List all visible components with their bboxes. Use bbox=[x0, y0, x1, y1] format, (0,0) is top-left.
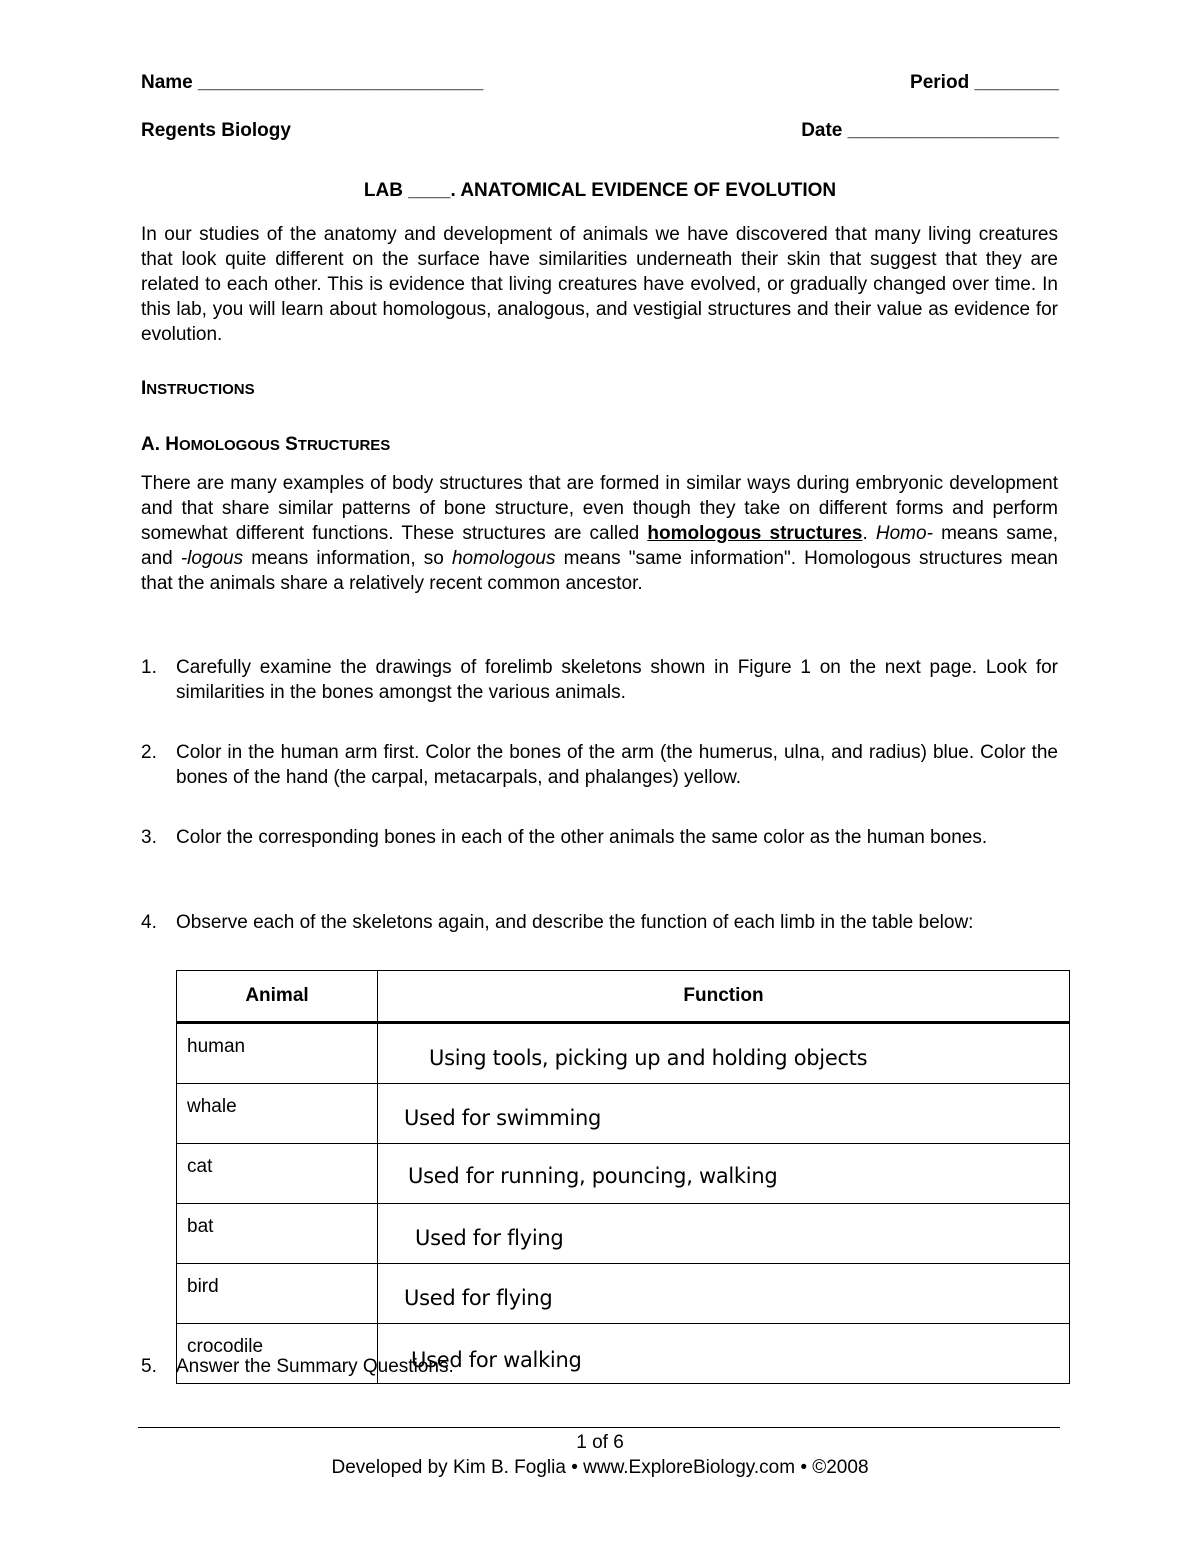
date-label: Date bbox=[801, 120, 843, 141]
function-cell[interactable] bbox=[378, 1023, 1070, 1084]
table-header-row bbox=[177, 971, 1070, 1023]
animal-column-header: Animal bbox=[177, 971, 378, 1023]
table-row bbox=[177, 1144, 1070, 1204]
step-number: 5. bbox=[141, 1356, 157, 1377]
section-a-heading-rest2: TRUCTURES bbox=[297, 437, 391, 454]
footer-divider bbox=[138, 1427, 1060, 1428]
step-number: 3. bbox=[141, 827, 157, 848]
instructions-heading bbox=[141, 378, 255, 400]
function-answer[interactable]: Used for running, pouncing, walking bbox=[408, 1164, 778, 1188]
table-row bbox=[177, 1204, 1070, 1264]
page-number: 1 of 6 bbox=[576, 1432, 624, 1453]
function-answer[interactable]: Using tools, picking up and holding objects bbox=[429, 1046, 868, 1070]
animal-cell: crocodile bbox=[177, 1324, 378, 1384]
function-cell[interactable] bbox=[378, 1324, 1070, 1384]
table-row bbox=[177, 1264, 1070, 1324]
step-text: Observe each of the skeletons again, and describe the function of each limb in the table below: bbox=[176, 912, 974, 933]
step-1 bbox=[141, 655, 1058, 705]
step-number: 1. bbox=[141, 657, 157, 678]
step-4 bbox=[141, 910, 1058, 935]
section-a-heading-mid: S bbox=[279, 434, 298, 455]
step-text: Color the corresponding bones in each of the other animals the same color as the human bones. bbox=[176, 827, 988, 848]
animal-cell: cat bbox=[177, 1144, 378, 1204]
homology-text-3: means same, and bbox=[141, 523, 1059, 569]
animal-cell: bat bbox=[177, 1204, 378, 1264]
step-text: Carefully examine the drawings of forelimb skeletons shown in Figure 1 on the next page. Look for similarities in the bones amongst the various animals. bbox=[176, 657, 1058, 703]
course-name: Regents Biology bbox=[141, 120, 291, 141]
function-cell[interactable] bbox=[378, 1204, 1070, 1264]
section-a-heading-rest1: OMOLOGOUS bbox=[179, 437, 280, 454]
function-cell[interactable] bbox=[378, 1144, 1070, 1204]
step-number: 2. bbox=[141, 742, 157, 763]
animal-cell: whale bbox=[177, 1084, 378, 1144]
homologous-structures-term: homologous structures bbox=[647, 523, 863, 544]
table-row bbox=[177, 1084, 1070, 1144]
period-blank[interactable]: ________ bbox=[974, 72, 1059, 93]
homology-text-1: There are many examples of body structures that are formed in similar ways during embryonic development and that share similar patterns of bone structure, even though they take on different forms and perform somewhat different functions. These structures are called bbox=[141, 473, 1058, 544]
function-answer[interactable]: Used for swimming bbox=[404, 1106, 602, 1130]
homologous-word: homologous bbox=[451, 548, 556, 569]
homology-text-5: means "same information". Homologous structures mean that the animals share a relatively recent common ancestor. bbox=[141, 548, 1058, 594]
step-2 bbox=[141, 740, 1058, 790]
instructions-heading-initial: I bbox=[141, 378, 147, 399]
function-answer[interactable]: Used for walking bbox=[411, 1348, 582, 1372]
period-label: Period bbox=[910, 72, 970, 93]
header-row-course bbox=[141, 120, 1059, 142]
function-answer[interactable]: Used for flying bbox=[404, 1286, 553, 1310]
name-label: Name bbox=[141, 72, 193, 93]
footer-credit: Developed by Kim B. Foglia • www.ExploreBiology.com • ©2008 bbox=[331, 1457, 869, 1478]
step-number: 4. bbox=[141, 912, 157, 933]
table-row bbox=[177, 1023, 1070, 1084]
homology-text-2: . bbox=[862, 523, 876, 544]
homo-prefix: Homo- bbox=[875, 523, 933, 544]
step-text: Color in the human arm first. Color the bones of the arm (the humerus, ulna, and radius) blue. Color the bones of the hand (the carpal, metacarpals, and phalanges) yellow. bbox=[176, 742, 1058, 788]
step-3 bbox=[141, 825, 1058, 850]
animal-cell: human bbox=[177, 1023, 378, 1084]
date-blank[interactable]: ____________________ bbox=[847, 120, 1059, 141]
function-cell[interactable] bbox=[378, 1264, 1070, 1324]
instructions-heading-rest: NSTRUCTIONS bbox=[146, 381, 255, 398]
table-row bbox=[177, 1324, 1070, 1384]
animal-cell: bird bbox=[177, 1264, 378, 1324]
logous-suffix: -logous bbox=[180, 548, 244, 569]
limb-function-table bbox=[176, 970, 1070, 1384]
section-a-heading-prefix: A. H bbox=[141, 434, 179, 455]
function-column-header: Function bbox=[378, 971, 1070, 1023]
homology-paragraph bbox=[141, 471, 1058, 596]
function-cell[interactable] bbox=[378, 1084, 1070, 1144]
homology-text-4: means information, so bbox=[243, 548, 452, 569]
intro-paragraph: In our studies of the anatomy and development of animals we have discovered that many living creatures that look quite different on the surface have similarities underneath their skin that suggest that they are related to each other. This is evidence that living creatures have evolved, or gradually changed over time. In this lab, you will learn about homologous, analogous, and vestigial structures and their value as evidence for evolution. bbox=[141, 224, 1058, 345]
name-blank[interactable]: ___________________________ bbox=[198, 72, 484, 93]
step-text: Answer the Summary Questions. bbox=[176, 1356, 454, 1377]
section-a-heading bbox=[141, 434, 390, 456]
page-title: LAB ____. ANATOMICAL EVIDENCE OF EVOLUTION bbox=[363, 180, 837, 201]
header-row-name bbox=[141, 72, 1059, 94]
function-answer[interactable]: Used for flying bbox=[415, 1226, 564, 1250]
